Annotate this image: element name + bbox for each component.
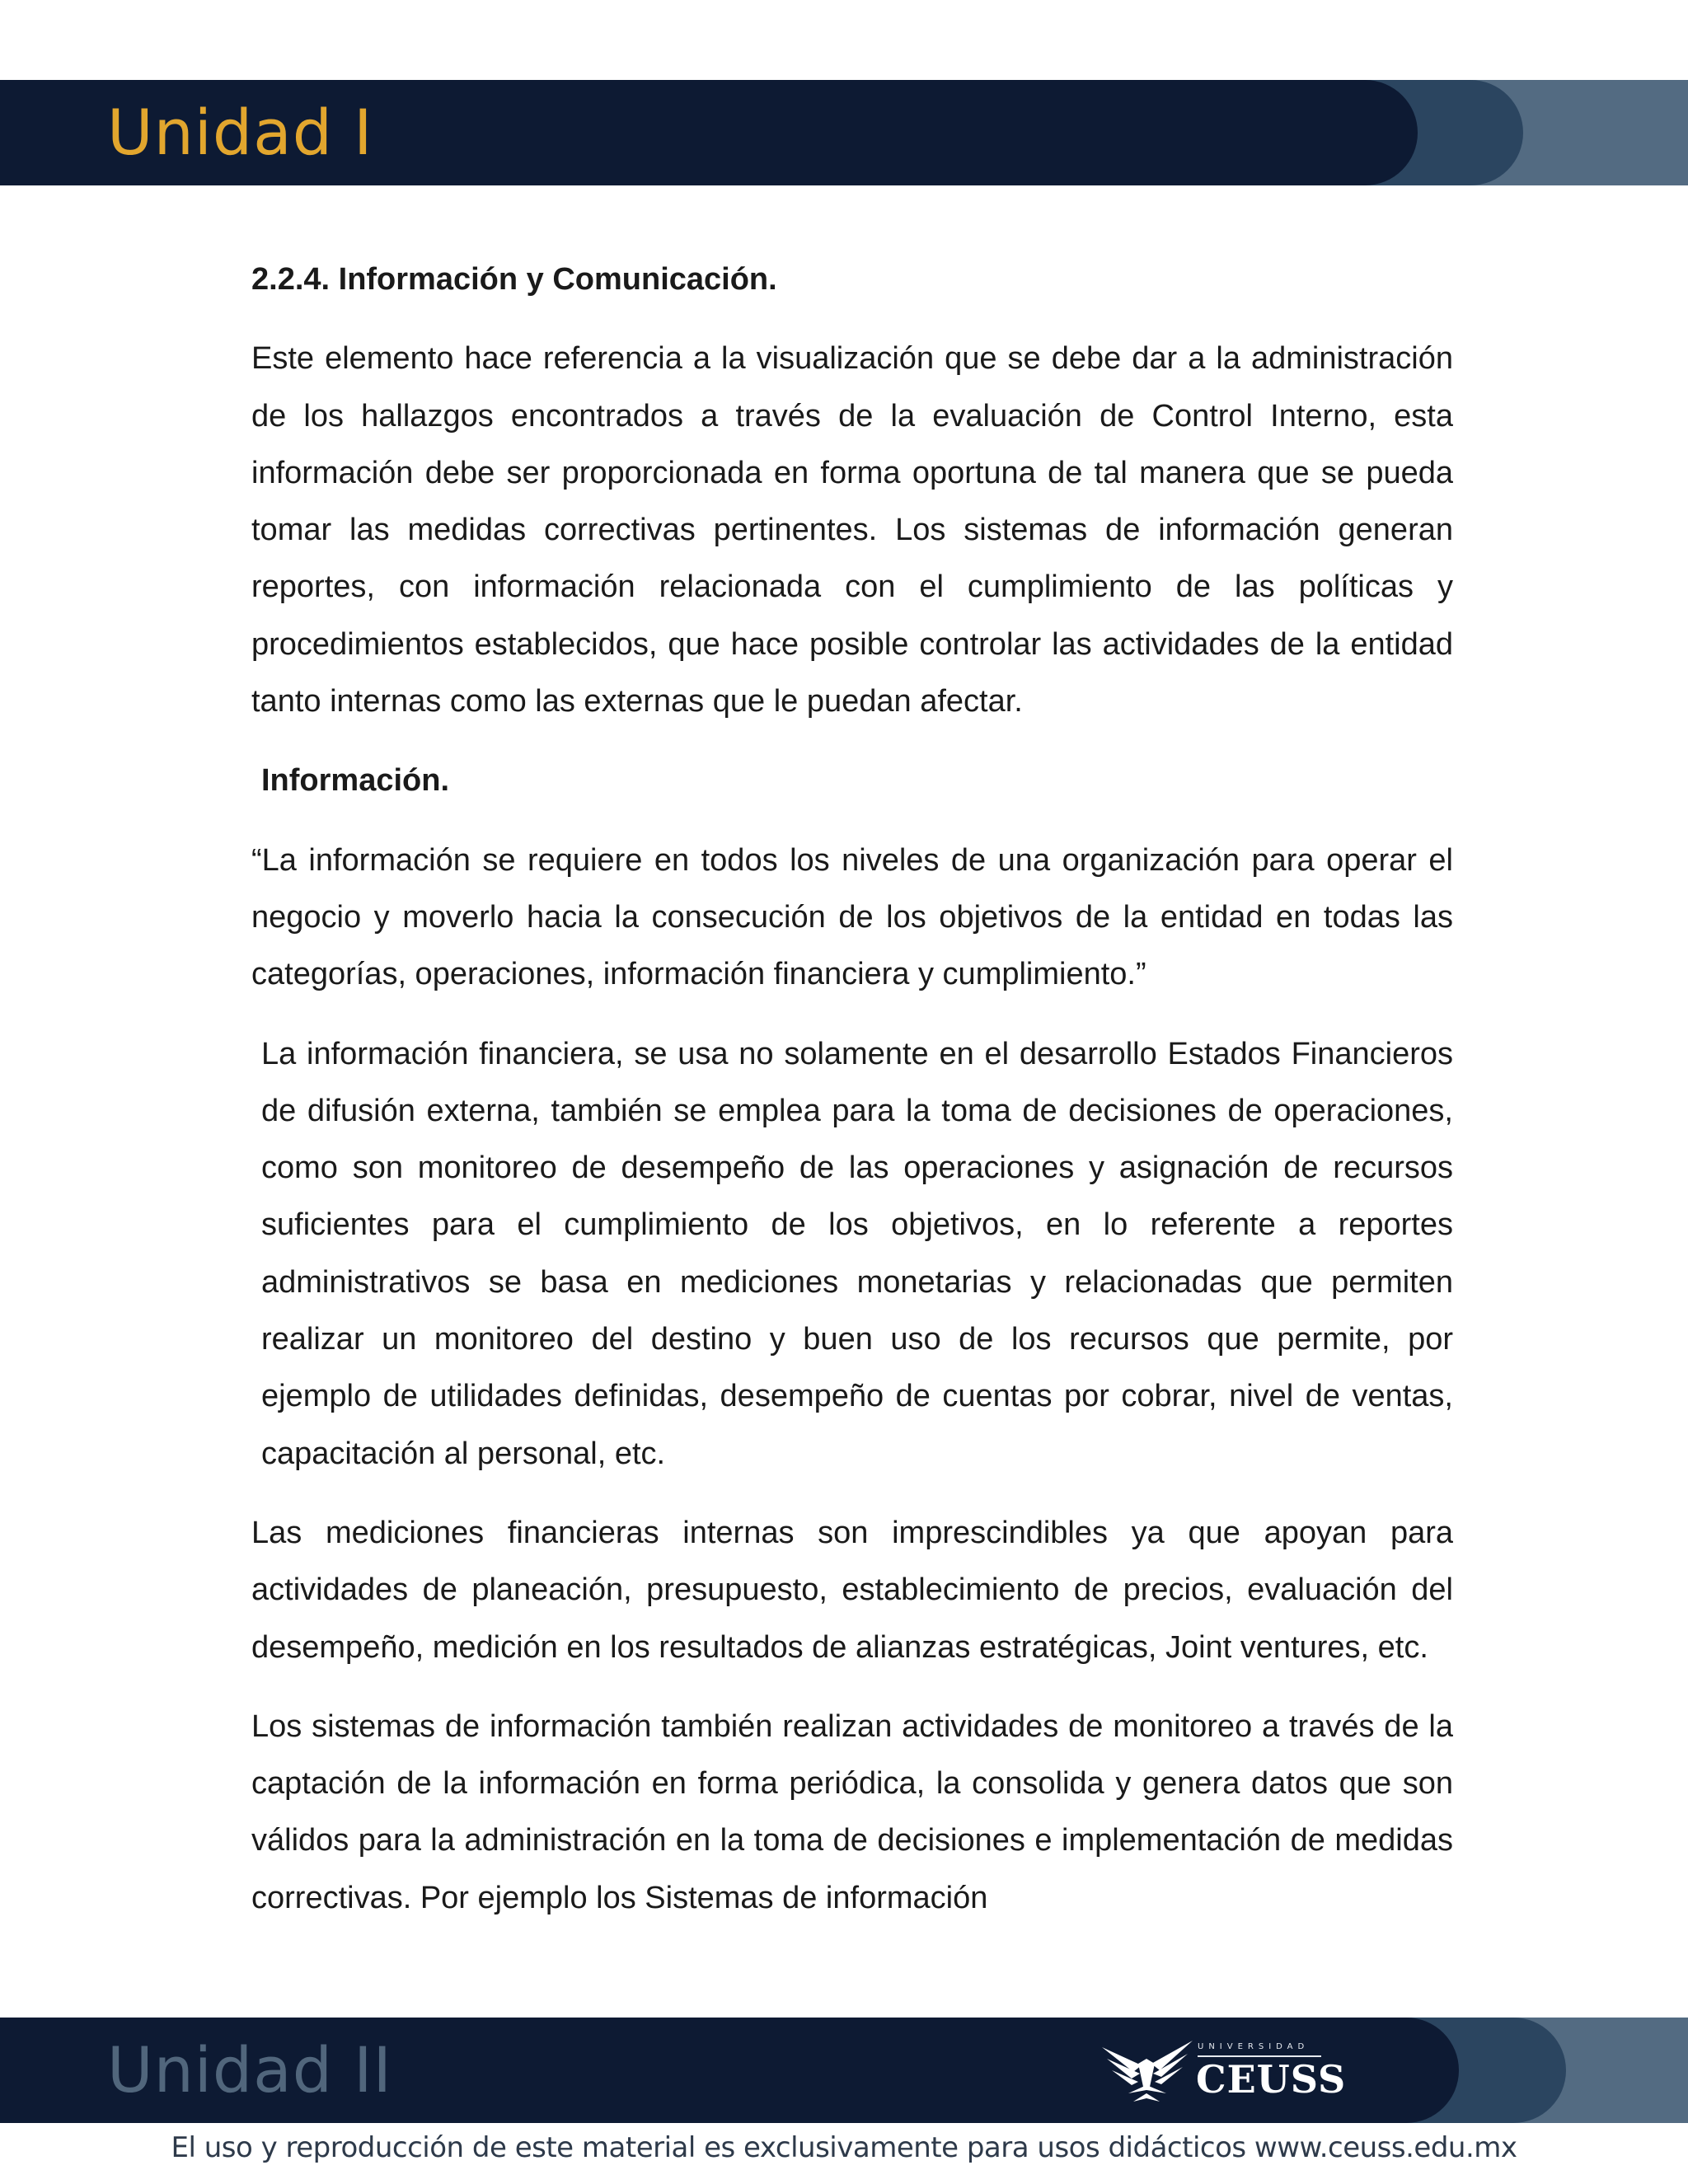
paragraph-internal-measurements: Las mediciones financieras internas son imprescindibles ya que apoyan para actividades de planeación, presupuesto, establecimiento de precios, evaluación del desempeño, medición en los resultados de alianzas estratégicas, Joint ventures, etc. [251,1515,1453,1665]
ceuss-logo [1100,2036,1347,2110]
intro-paragraph: Este elemento hace referencia a la visualización que se debe dar a la administración de los hallazgos encontrados a través de la evaluación de Control Interno, esta información debe ser proporcionada en forma oportuna de tal manera que se pueda tomar las medidas correctivas pertinentes. Los sistemas de información generan reportes, con información relacionada con el cumplimiento de las políticas y procedimientos establecidos, que hace posible controlar las actividades de la entidad tanto internas como las externas que le puedan afectar. [251,341,1453,719]
logo-wordmark: CEUSS [1196,2057,1347,2102]
section-heading: 2.2.4. Información y Comunicación. [251,262,777,297]
subheading: Información. [261,763,450,799]
header-band [0,80,1688,185]
document-body [251,251,1453,1949]
footer-band [0,2018,1688,2123]
unit-title: Unidad I [107,96,373,169]
usage-notice: El uso y reproducción de este material es exclusivamente para usos didácticos www.ceuss.edu.mx [171,2131,1517,2164]
paragraph-information-systems: Los sistemas de información también realizan actividades de monitoreo a través de la captación de la información en forma periódica, la consolida y genera datos que son válidos para la administración en la toma de decisiones e implementación de medidas correctivas. Por ejemplo los Sistemas de información [251,1708,1453,1915]
paragraph-quote: “La información se requiere en todos los niveles de una organización para operar el negocio y moverlo hacia la consecución de los objetivos de la entidad en todas las categorías, operaciones, información financiera y cumplimiento.” [251,842,1453,992]
logo-subtitle: UNIVERSIDAD [1198,2042,1310,2051]
footer-unit-title: Unidad II [107,2033,392,2107]
eagle-emblem-icon [1100,2036,1195,2110]
paragraph-financial-info: La información financiera, se usa no solamente en el desarrollo Estados Financieros de difusión externa, también se emplea para la toma de decisiones de operaciones, como son monitoreo de desempeño de las operaciones y asignación de recursos suficientes para el cumplimiento de los objetivos, en lo referente a reportes administrativos se basa en mediciones monetarias y relacionadas que permiten realizar un monitoreo del destino y buen uso de los recursos que permite, por ejemplo de utilidades definidas, desempeño de cuentas por cobrar, nivel de ventas, capacitación al personal, etc. [261,1036,1453,1471]
